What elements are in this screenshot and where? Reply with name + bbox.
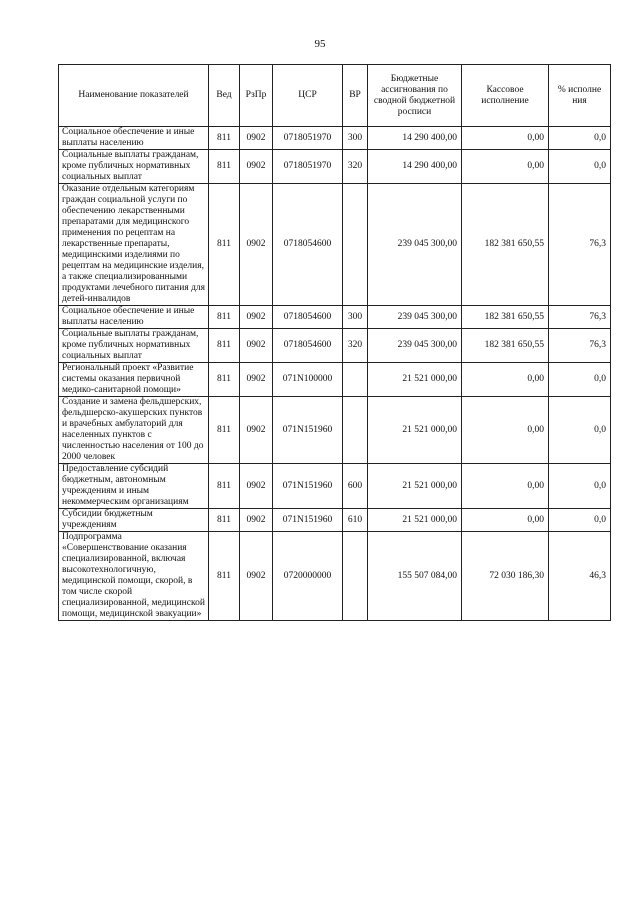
- row-ved: 811: [209, 532, 240, 621]
- row-ved: 811: [209, 127, 240, 150]
- row-percent: 0,0: [549, 150, 611, 184]
- row-rzpr: 0902: [240, 184, 273, 306]
- row-ved: 811: [209, 184, 240, 306]
- row-cash: 0,00: [462, 509, 549, 532]
- row-cash: 0,00: [462, 397, 549, 464]
- table-row: [59, 306, 611, 329]
- row-csr: 071N151960: [273, 509, 343, 532]
- header-cash: Кассовое исполнение: [462, 65, 549, 127]
- row-ved: 811: [209, 150, 240, 184]
- row-name: Социальное обеспечение и иные выплаты населению: [59, 306, 209, 329]
- row-ved: 811: [209, 329, 240, 363]
- row-percent: 0,0: [549, 127, 611, 150]
- row-csr: 0718054600: [273, 329, 343, 363]
- row-ved: 811: [209, 363, 240, 397]
- row-name: Оказание отдельным категориям граждан социальной услуги по обеспечению лекарственными препаратами для медицинского применения по рецептам на лекарственные препараты, медицинскими изделиями по рецептам на медицинские изделия, а также специализированными продуктами лечебного питания для детей-инвалидов: [59, 184, 209, 306]
- row-percent: 0,0: [549, 397, 611, 464]
- header-csr: ЦСР: [273, 65, 343, 127]
- row-rzpr: 0902: [240, 464, 273, 509]
- row-csr: 071N100000: [273, 363, 343, 397]
- row-percent: 0,0: [549, 363, 611, 397]
- row-percent: 76,3: [549, 306, 611, 329]
- row-cash: 0,00: [462, 150, 549, 184]
- row-vr: 610: [343, 509, 368, 532]
- row-rzpr: 0902: [240, 127, 273, 150]
- row-rzpr: 0902: [240, 329, 273, 363]
- row-vr: [343, 397, 368, 464]
- table-row: [59, 509, 611, 532]
- row-budget: 155 507 084,00: [368, 532, 462, 621]
- row-name: Социальные выплаты гражданам, кроме публичных нормативных социальных выплат: [59, 150, 209, 184]
- row-budget: 21 521 000,00: [368, 397, 462, 464]
- row-csr: 071N151960: [273, 397, 343, 464]
- row-cash: 0,00: [462, 363, 549, 397]
- table-row: [59, 329, 611, 363]
- row-name: Субсидии бюджетным учреждениям: [59, 509, 209, 532]
- row-budget: 239 045 300,00: [368, 329, 462, 363]
- row-csr: 071N151960: [273, 464, 343, 509]
- row-csr: 0718051970: [273, 127, 343, 150]
- row-budget: 21 521 000,00: [368, 509, 462, 532]
- row-vr: 320: [343, 329, 368, 363]
- row-ved: 811: [209, 397, 240, 464]
- row-cash: 182 381 650,55: [462, 184, 549, 306]
- table-row: [59, 150, 611, 184]
- table-header-row: [59, 65, 611, 127]
- row-percent: 46,3: [549, 532, 611, 621]
- row-percent: 76,3: [549, 184, 611, 306]
- row-name: Создание и замена фельдшерских, фельдшерско-акушерских пунктов и врачебных амбулаторий для населенных пунктов с численностью населения от 100 до 2000 человек: [59, 397, 209, 464]
- row-vr: 300: [343, 127, 368, 150]
- row-vr: [343, 184, 368, 306]
- row-budget: 14 290 400,00: [368, 150, 462, 184]
- row-rzpr: 0902: [240, 509, 273, 532]
- row-rzpr: 0902: [240, 397, 273, 464]
- row-rzpr: 0902: [240, 532, 273, 621]
- budget-execution-table: [58, 64, 611, 621]
- row-vr: 300: [343, 306, 368, 329]
- row-budget: 239 045 300,00: [368, 306, 462, 329]
- row-csr: 0720000000: [273, 532, 343, 621]
- table-row: [59, 397, 611, 464]
- row-percent: 0,0: [549, 464, 611, 509]
- row-ved: 811: [209, 306, 240, 329]
- row-csr: 0718054600: [273, 306, 343, 329]
- row-name: Региональный проект «Развитие системы оказания первичной медико-санитарной помощи»: [59, 363, 209, 397]
- table-row: [59, 127, 611, 150]
- row-name: Социальное обеспечение и иные выплаты населению: [59, 127, 209, 150]
- row-budget: 14 290 400,00: [368, 127, 462, 150]
- row-cash: 182 381 650,55: [462, 329, 549, 363]
- header-percent: % исполне ния: [549, 65, 611, 127]
- table-row: [59, 363, 611, 397]
- row-cash: 72 030 186,30: [462, 532, 549, 621]
- row-csr: 0718054600: [273, 184, 343, 306]
- row-name: Социальные выплаты гражданам, кроме публичных нормативных социальных выплат: [59, 329, 209, 363]
- header-ved: Вед: [209, 65, 240, 127]
- row-budget: 21 521 000,00: [368, 363, 462, 397]
- row-percent: 76,3: [549, 329, 611, 363]
- row-cash: 0,00: [462, 464, 549, 509]
- row-ved: 811: [209, 509, 240, 532]
- row-vr: 320: [343, 150, 368, 184]
- row-percent: 0,0: [549, 509, 611, 532]
- row-budget: 239 045 300,00: [368, 184, 462, 306]
- header-vr: ВР: [343, 65, 368, 127]
- row-name: Предоставление субсидий бюджетным, автономным учреждениям и иным некоммерческим организациям: [59, 464, 209, 509]
- row-ved: 811: [209, 464, 240, 509]
- row-budget: 21 521 000,00: [368, 464, 462, 509]
- row-cash: 182 381 650,55: [462, 306, 549, 329]
- row-rzpr: 0902: [240, 150, 273, 184]
- row-vr: 600: [343, 464, 368, 509]
- header-budget: Бюджетные ассигнования по сводной бюджетной росписи: [368, 65, 462, 127]
- table-row: [59, 532, 611, 621]
- row-vr: [343, 363, 368, 397]
- header-name: Наименование показателей: [59, 65, 209, 127]
- table-row: [59, 184, 611, 306]
- table-row: [59, 464, 611, 509]
- header-rzpr: РзПр: [240, 65, 273, 127]
- row-cash: 0,00: [462, 127, 549, 150]
- row-name: Подпрограмма «Совершенствование оказания специализированной, включая высокотехнологичную, медицинской помощи, скорой, в том числе скорой специализированной, медицинской помощи, медицинской эвакуации»: [59, 532, 209, 621]
- page-number: 95: [314, 38, 326, 50]
- row-rzpr: 0902: [240, 363, 273, 397]
- row-csr: 0718051970: [273, 150, 343, 184]
- row-rzpr: 0902: [240, 306, 273, 329]
- row-vr: [343, 532, 368, 621]
